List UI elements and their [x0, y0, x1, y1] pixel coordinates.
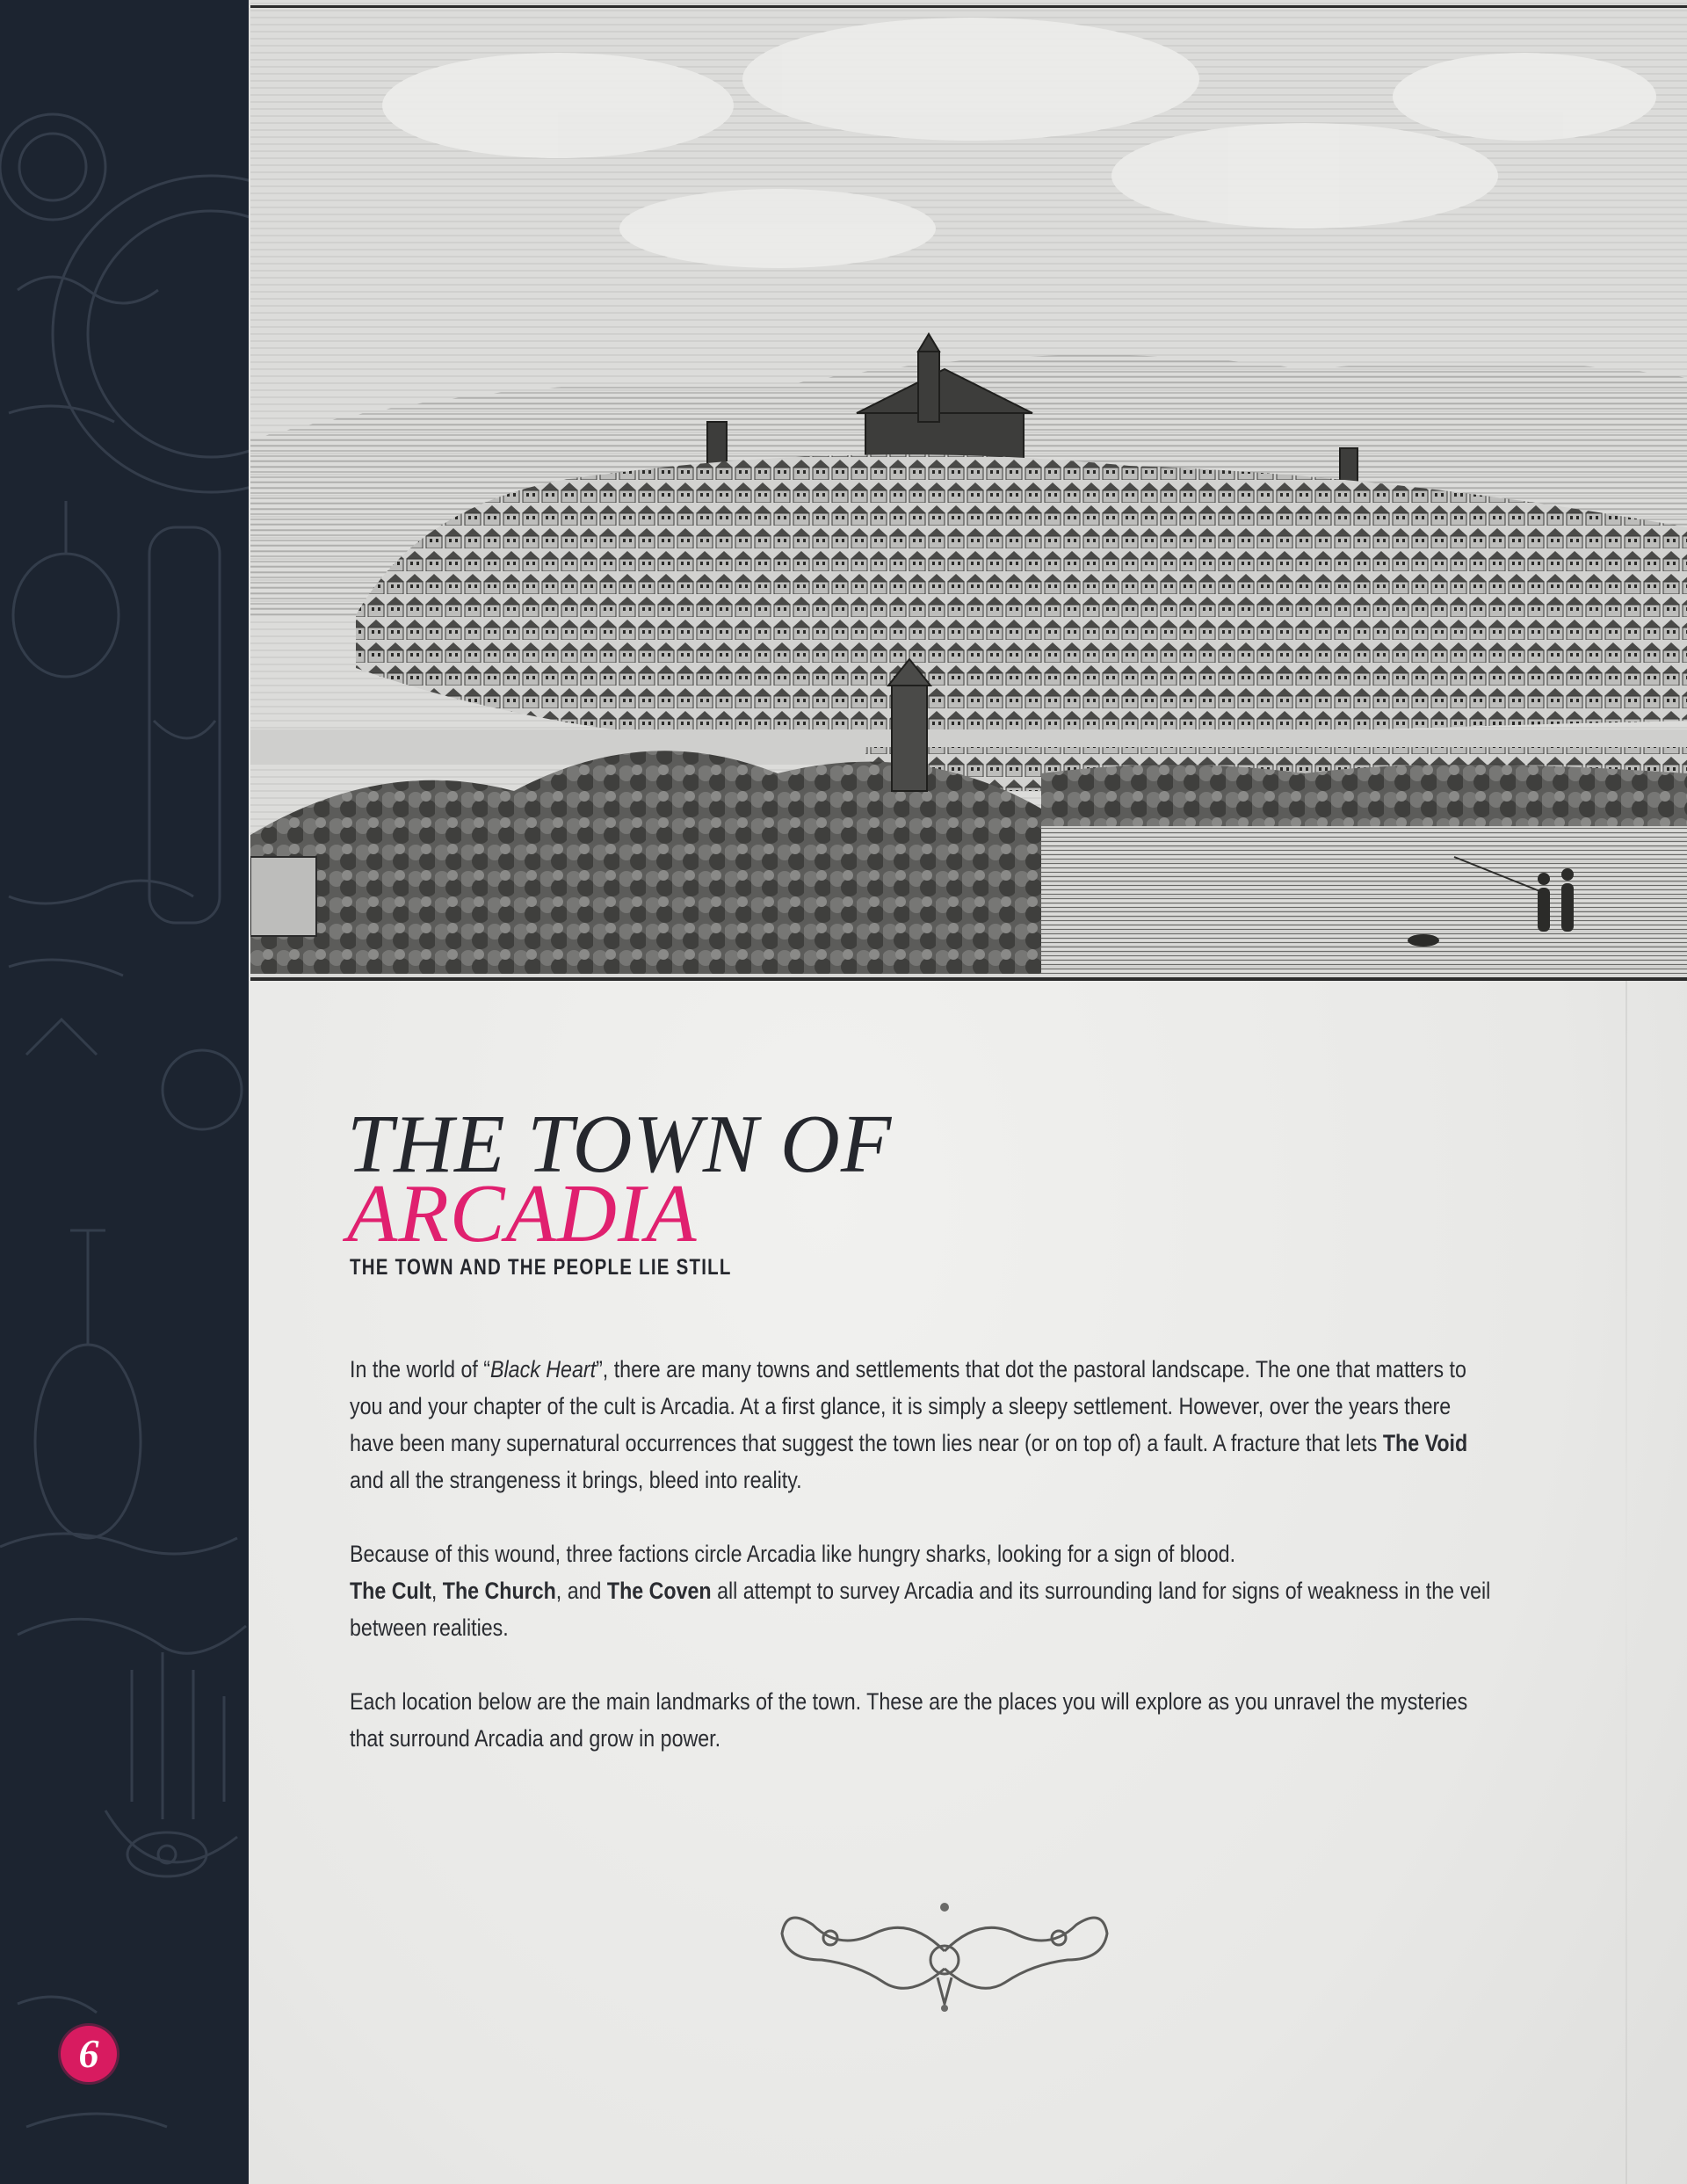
paragraph-intro [350, 1351, 1491, 1498]
term-the-void: The Void [1382, 1430, 1468, 1456]
page-number-badge [61, 2026, 117, 2082]
faction-coven: The Coven [606, 1578, 712, 1604]
text-segment: and all the strangeness it brings, bleed into reality. [350, 1467, 802, 1493]
paragraph-landmarks: Each location below are the main landmarks of the town. These are the places you will explore as you unravel the mysteries that surround Arcadia and grow in power. [350, 1688, 1468, 1752]
faction-church: The Church [442, 1578, 556, 1604]
page-title-highlight: ARCADIA [347, 1168, 698, 1259]
page-subtitle: THE TOWN AND THE PEOPLE LIE STILL [350, 1255, 732, 1280]
text-segment: all attempt to survey Arcadia and its surrounding land for signs of weakness in the veil between realities. [350, 1578, 1491, 1641]
top-rule [250, 5, 1687, 8]
town-engraving [250, 0, 1687, 981]
sidebar [0, 0, 249, 2184]
text-segment: ”, there are many towns and settlements that dot the pastoral landscape. The one that matters to you and your chapter of the cult is Arcadia. At a first glance, it is simply a sleepy settlement. However, over the years there have been many supernatural occurrences that suggest the town lies near (or on top of) a fault. A fracture that lets [350, 1356, 1466, 1456]
page-title: THE TOWN OF [347, 1099, 893, 1190]
page-number: 6 [78, 2031, 99, 2076]
text-segment: , and [555, 1578, 607, 1604]
faction-cult: The Cult [350, 1578, 431, 1604]
text-segment: In the world of “ [350, 1356, 491, 1382]
game-title: Black Heart [490, 1356, 597, 1382]
text-segment: Because of this wound, three factions circle Arcadia like hungry sharks, looking for a sign of blood. [350, 1541, 1236, 1567]
scroll-ornament-icon [778, 1898, 1111, 2013]
occult-doodles-icon [0, 0, 249, 2184]
town-engraving-icon [250, 0, 1687, 974]
text-segment: , [431, 1578, 443, 1604]
paragraph-factions [350, 1535, 1491, 1646]
body-text [350, 1351, 1491, 1794]
paper-crease [1625, 976, 1627, 2184]
